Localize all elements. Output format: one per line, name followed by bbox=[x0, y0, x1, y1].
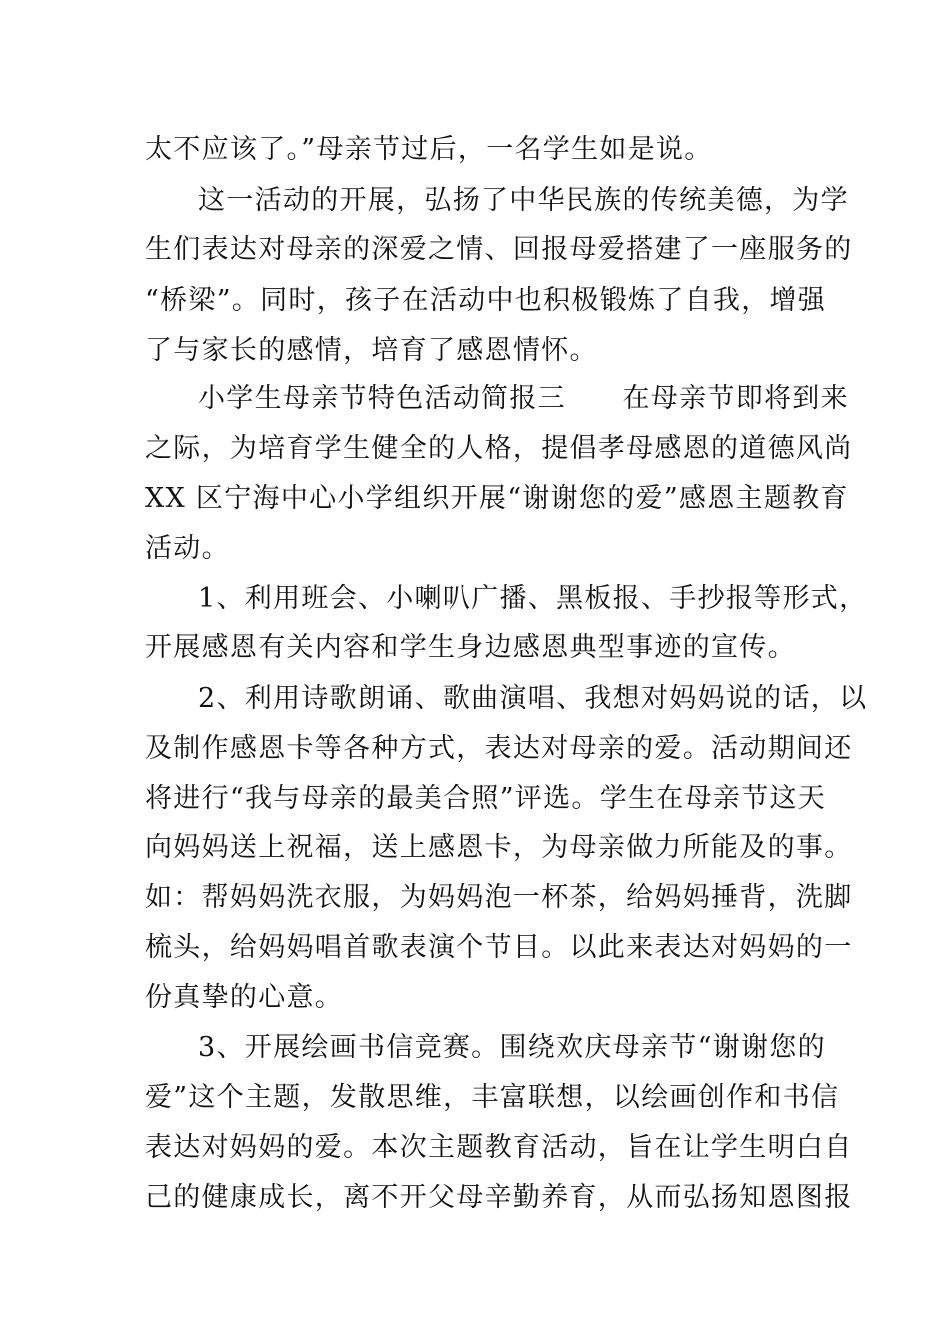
text-line: 及制作感恩卡等各种方式，表达对母亲的爱。活动期间还 bbox=[145, 733, 853, 764]
text-line: 爱”这个主题，发散思维，丰富联想，以绘画创作和书信 bbox=[145, 1082, 840, 1113]
list-item-3-line: 3、开展绘画书信竞赛。围绕欢庆母亲节“谢谢您的 bbox=[198, 1032, 826, 1063]
text-line: 如：帮妈妈洗衣服，为妈妈泡一杯茶，给妈妈捶背，洗脚 bbox=[145, 882, 853, 913]
text-line: 梳头，给妈妈唱首歌表演个节目。以此来表达对妈妈的一 bbox=[145, 932, 853, 963]
text-line: 向妈妈送上祝福，送上感恩卡，为母亲做力所能及的事。 bbox=[145, 832, 853, 863]
section-title-line: 小学生母亲节特色活动简报三 在母亲节即将到来 bbox=[198, 383, 849, 414]
text-line: 开展感恩有关内容和学生身边感恩典型事迹的宣传。 bbox=[145, 632, 796, 663]
paragraph-start-line: 这一活动的开展，弘扬了中华民族的传统美德，为学 bbox=[198, 185, 849, 216]
text-line: 份真挚的心意。 bbox=[145, 982, 344, 1013]
text-line: 表达对妈妈的爱。本次主题教育活动，旨在让学生明白自 bbox=[145, 1132, 853, 1163]
list-item-2-line: 2、利用诗歌朗诵、歌曲演唱、我想对妈妈说的话，以 bbox=[198, 683, 868, 714]
list-item-1-line: 1、利用班会、小喇叭广播、黑板报、手抄报等形式， bbox=[198, 583, 868, 614]
text-line: XX 区宁海中心小学组织开展“谢谢您的爱”感恩主题教育 bbox=[145, 483, 849, 514]
text-line: 己的健康成长，离不开父母辛勤养育，从而弘扬知恩图报 bbox=[145, 1182, 853, 1213]
text-line: 活动。 bbox=[145, 533, 230, 564]
text-line: “桥梁”。同时，孩子在活动中也积极锻炼了自我，增强 bbox=[145, 285, 827, 316]
text-line: 将进行“我与母亲的最美合照”评选。学生在母亲节这天 bbox=[145, 783, 827, 814]
text-line: 了与家长的感情，培育了感恩情怀。 bbox=[145, 335, 598, 366]
text-line: 太不应该了。”母亲节过后，一名学生如是说。 bbox=[145, 134, 713, 165]
text-line: 生们表达对母亲的深爱之情、回报母爱搭建了一座服务的 bbox=[145, 234, 853, 265]
text-line: 之际，为培育学生健全的人格，提倡孝母感恩的道德风尚 bbox=[145, 433, 853, 464]
